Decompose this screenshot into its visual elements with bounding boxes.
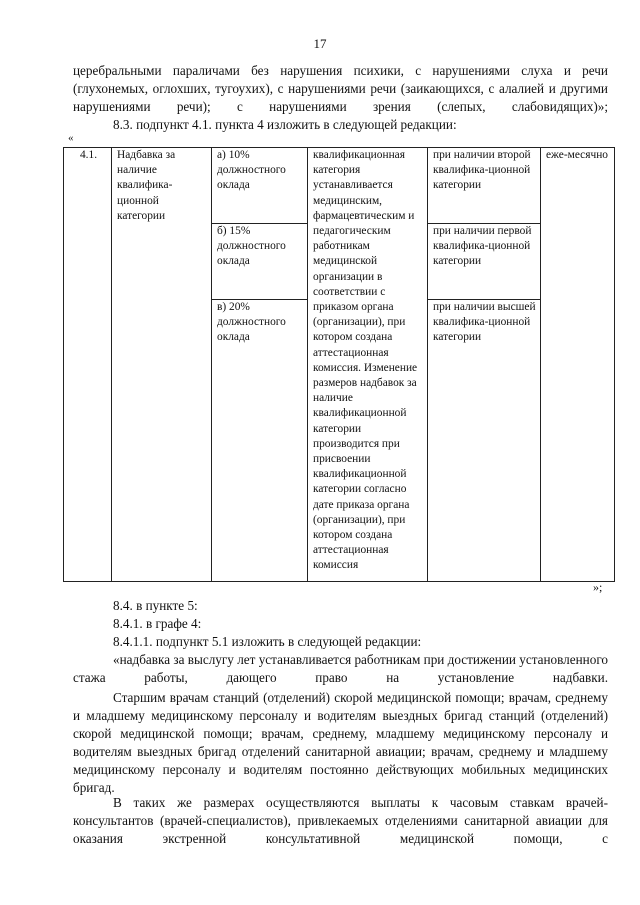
- paragraph-quote: «надбавка за выслугу лет устанавливается работникам при достижении установленного стажа работы, дающего право на установление надбавки.: [73, 652, 608, 685]
- allowance-table: [63, 147, 615, 582]
- clause-8-3: 8.3. подпункт 4.1. пункта 4 изложить в следующей редакции:: [113, 117, 457, 132]
- quote-open-mark: «: [68, 132, 74, 144]
- rate-c-cell: в) 20% должностного оклада: [212, 300, 308, 582]
- rate-a-cell: а) 10% должностного оклада: [212, 148, 308, 224]
- table-row: [64, 148, 615, 224]
- condition-c-cell: при наличии высшей квалифика-ционной категории: [428, 300, 541, 582]
- quote-close-mark: »;: [593, 580, 603, 594]
- rate-b-cell: б) 15% должностного оклада: [212, 224, 308, 300]
- paragraph-same-amounts: В таких же размерах осуществляются выплаты к часовым ставкам врачей-консультантов (врачей-специалистов), привлекаемых отделениями санитарной авиации для оказания экстренной консультативной медицинской помощи, с: [73, 795, 608, 846]
- row-number-cell: 4.1.: [64, 148, 112, 582]
- clause-8-4-1-1: 8.4.1.1. подпункт 5.1 изложить в следующей редакции:: [113, 634, 422, 649]
- condition-b-cell: при наличии первой квалифика-ционной категории: [428, 224, 541, 300]
- allowance-name-cell: Надбавка за наличие квалифика-ционной категории: [112, 148, 212, 582]
- periodicity-cell: еже-месячно: [541, 148, 615, 582]
- top-paragraph: церебральными параличами без нарушения психики, с нарушениями слуха и речи (глухонемых, оглохших, тугоухих), с нарушениями речи (заикающихся, с алалией и другими нарушениями речи); с нарушениями зрения (слепых, слабовидящих)»;: [73, 63, 608, 114]
- condition-a-cell: при наличии второй квалифика-ционной категории: [428, 148, 541, 224]
- page-number: 17: [313, 36, 327, 51]
- paragraph-senior-doctors: Старшим врачам станций (отделений) скорой медицинской помощи; врачам, среднему и младшему медицинскому персоналу и водителям выездных бригад станций (отделений) скорой медицинской помощи; врачам, среднему, младшему медицинскому персоналу и водителям выездных бригад отделений санитарной авиации; врачам, среднему и младшему медицинскому персоналу и водителям постоянно действующих мобильных медицинских бригад.: [73, 690, 608, 795]
- clause-8-4-1: 8.4.1. в графе 4:: [113, 616, 202, 631]
- clause-8-4: 8.4. в пункте 5:: [113, 598, 198, 613]
- description-cell: квалификационная категория устанавливается медицинским, фармацевтическим и педагогическим работникам медицинской организации в соответствии с приказом органа (организации), при котором создана аттестационная комиссия. Изменение размеров надбавок за наличие квалификационной категории производится при присвоении квалификационной категории согласно дате приказа органа (организации), при котором создана аттестационная комиссия: [308, 148, 428, 582]
